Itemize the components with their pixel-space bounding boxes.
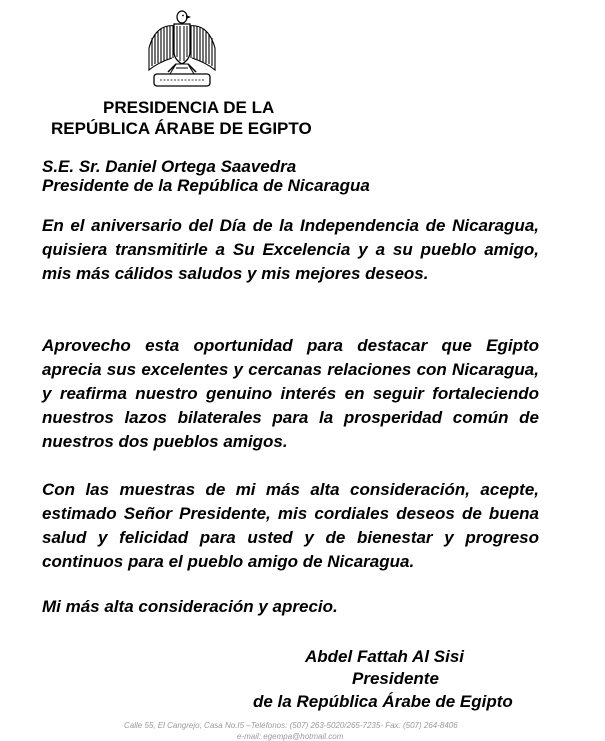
signature-country: de la República Árabe de Egipto (253, 692, 513, 711)
header-line-2: REPÚBLICA ÁRABE DE EGIPTO (51, 119, 312, 138)
eagle-emblem-icon (146, 8, 218, 90)
header-line-1: PRESIDENCIA DE LA (103, 98, 275, 117)
signature-name: Abdel Fattah Al Sisi (305, 647, 465, 666)
signature-title: Presidente (352, 669, 439, 688)
footer-email: e-mail: egempa@hotmail.com (237, 732, 344, 741)
paragraph-relations: Aprovecho esta oportunidad para destacar que Egipto aprecia sus excelentes y cercanas relaciones con Nicaragua, y reafirma nuestro genuino interés en seguir fortaleciendo nuestros lazos bilaterales para la prosperidad común de nuestros dos pueblos amigos. (42, 336, 539, 451)
addressee-name: S.E. Sr. Daniel Ortega Saavedra (42, 157, 297, 176)
addressee-title: Presidente de la República de Nicaragua (42, 176, 370, 195)
paragraph-wishes: Con las muestras de mi más alta consideración, acepte, estimado Señor Presidente, mis cordiales deseos de buena salud y felicidad para usted y de bienestar y progreso continuos para el pueblo amigo de Nicaragua. (42, 480, 539, 571)
footer-address: Calle 55, El Cangrejo, Casa No.I5 –Teléfonos: (507) 263-5020/265-7235- Fax: (507) 264-8406 (124, 721, 458, 730)
paragraph-closing: Mi más alta consideración y aprecio. (42, 597, 338, 616)
paragraph-greeting: En el aniversario del Día de la Independencia de Nicaragua, quisiera transmitirle a Su Excelencia y a su pueblo amigo, mis más cálidos saludos y mis mejores deseos. (42, 216, 539, 283)
